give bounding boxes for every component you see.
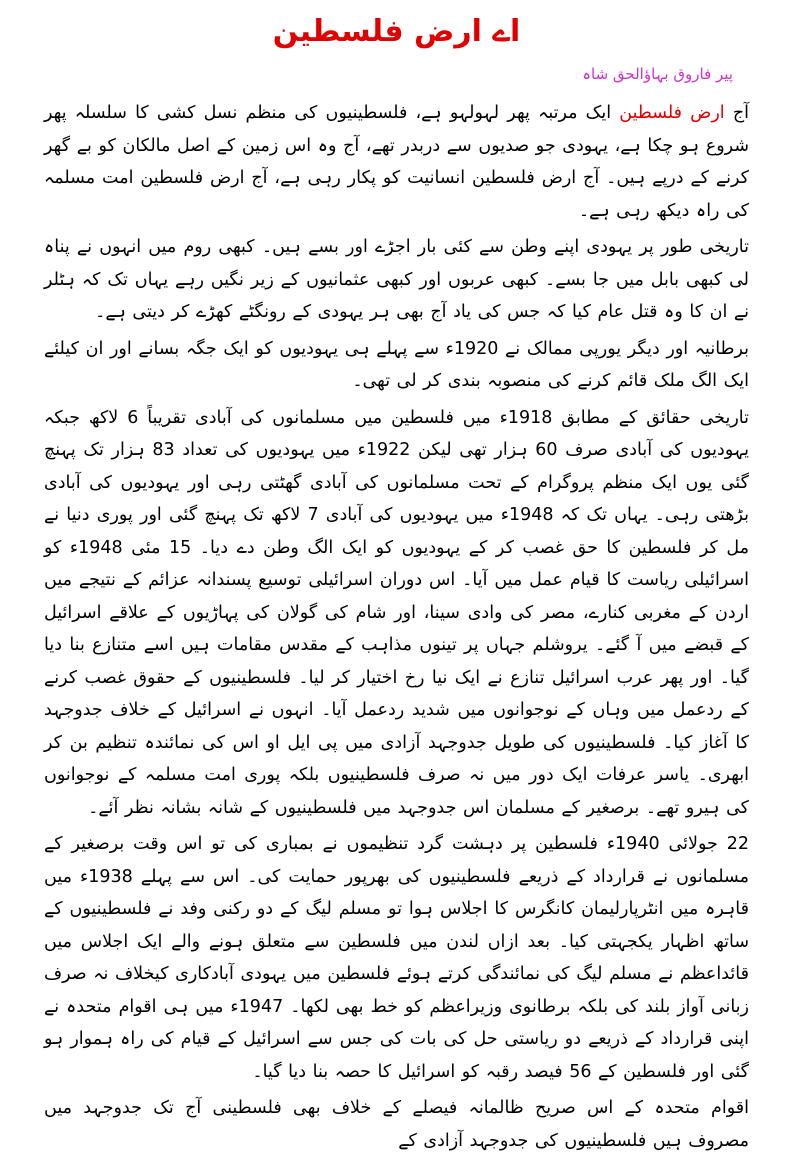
page-title: اے ارض فلسطین bbox=[272, 14, 521, 49]
highlighted-phrase: ارض فلسطین bbox=[619, 103, 725, 123]
paragraph-6: اقوام متحدہ کے اس صریح ظالمانہ فیصلے کے خلاف بھی فلسطینی آج تک جدوجہد میں مصروف ہیں فلسطینیوں کی جدوجہد آزادی کے bbox=[44, 1098, 749, 1151]
paragraph-1-rest: ایک مرتبہ پھر لہولہو ہے، فلسطینیوں کی منظم نسل کشی کا سلسلہ پھر شروع ہو چکا ہے، یہودی جو صدیوں سے دربدر تھے، آج وہ اس زمین کے اصل مالکان کو بے گھر کرنے کے درپے ہیں۔ آج ارض فلسطین انسانیت کو پکار رہی ہے، آج ارض فلسطین امت مسلمہ کی راہ دیکھ رہی ہے۔ bbox=[44, 103, 749, 221]
paragraph-5: 22 جولائی 1940ء فلسطین پر دہشت گرد تنظیموں نے بمباری کی تو اس وقت برصغیر کے مسلمانوں نے قرارداد کے ذریعے فلسطینیوں کی بھرپور حمایت کی۔ اس سے پہلے 1938ء میں قاہرہ میں انٹرپارلیمان کانگرس کا اجلاس ہوا تو مسلم لیگ کے دو رکنی وفد نے فلسطینیوں کے ساتھ اظہار یکجہتی کیا۔ بعد ازاں لندن میں فلسطین سے متعلق ہونے والے ایک اجلاس میں قائداعظم نے مسلم لیگ کی نمائندگی کرتے ہوئے فلسطین میں یہودی آبادکاری کیخلاف نہ صرف زبانی آواز بلند کی بلکہ برطانوی وزیراعظم کو خط بھی لکھا۔ 1947ء میں ہی اقوام متحدہ نے اپنی قرارداد کے ذریعے دو ریاستی حل کی بات کی جس سے اسرائیل کے قیام کی راہ ہموار ہو گئی اور فلسطین کے 56 فیصد رقبہ کو اسرائیل کا حصہ بنا دیا گیا۔ bbox=[44, 834, 749, 1082]
paragraph-1 bbox=[44, 97, 749, 227]
paragraph-3: برطانیہ اور دیگر یورپی ممالک نے 1920ء سے پہلے ہی یہودیوں کو ایک جگہ بسانے اور ان کیلئے ایک الگ ملک قائم کرنے کی منصوبہ بندی کر لی تھی۔ bbox=[44, 338, 749, 391]
author-name: پیر فاروق بہاؤالحق شاہ bbox=[582, 65, 733, 83]
article-body bbox=[44, 97, 749, 1161]
paragraph-2: تاریخی طور پر یہودی اپنے وطن سے کئی بار اجڑے اور بسے ہیں۔ کبھی روم میں انہوں نے پناہ لی کبھی بابل میں جا بسے۔ کبھی عربوں اور کبھی عثمانیوں کے زیر نگیں رہے یہاں تک کہ ہٹلر نے ان کا وہ قتل عام کیا کہ جس کی یاد آج بھی ہر یہودی کے رونگٹے کھڑے کر دیتی ہے۔ bbox=[44, 237, 749, 322]
paragraph-1-lead: آج bbox=[724, 103, 749, 123]
paragraph-4: تاریخی حقائق کے مطابق 1918ء میں فلسطین میں مسلمانوں کی آبادی تقریباً 6 لاکھ جبکہ یہودیوں کی آبادی صرف 60 ہزار تھی لیکن 1922ء میں یہودیوں کی تعداد 83 ہزار تک پہنچ گئی یوں ایک منظم پروگرام کے تحت مسلمانوں کی آبادی گھٹتی رہی اور یہودیوں کی آبادی بڑھتی رہی۔ یہاں تک کہ 1948ء میں یہودیوں کی آبادی 7 لاکھ تک پہنچ گئی اور پوری دنیا نے مل کر فلسطین کا حق غصب کر کے یہودیوں کو ایک الگ وطن دے دیا۔ 15 مئی 1948ء کو اسرائیلی ریاست کا قیام عمل میں آیا۔ اس دوران اسرائیلی توسیع پسندانہ عزائم کے نتیجے میں اردن کے مغربی کنارے، مصر کی وادی سینا، اور شام کی گولان کی پہاڑیوں کے علاقے اسرائیل کے قبضے میں آ گئے۔ یروشلم جہاں پر تینوں مذاہب کے مقدس مقامات ہیں اسے متنازع بنا دیا گیا۔ اور پھر عرب اسرائیل تنازع نے ایک نیا رخ اختیار کر لیا۔ فلسطینیوں کے حقوق غصب کرنے کے ردعمل میں وہاں کے نوجوانوں میں شدید ردعمل آیا۔ انہوں نے اسرائیل کے خلاف جدوجہد کا آغاز کیا۔ فلسطینیوں کی طویل جدوجہد آزادی میں پی ایل او اس کی نمائندہ تنظیم بن کر ابھری۔ یاسر عرفات ایک دور میں نہ صرف فلسطینیوں بلکہ پوری امت مسلمہ کے نوجوانوں کی ہیرو تھے۔ برصغیر کے مسلمان اس جدوجہد میں فلسطینیوں کے شانہ بشانہ نظر آئے۔ bbox=[44, 407, 749, 818]
